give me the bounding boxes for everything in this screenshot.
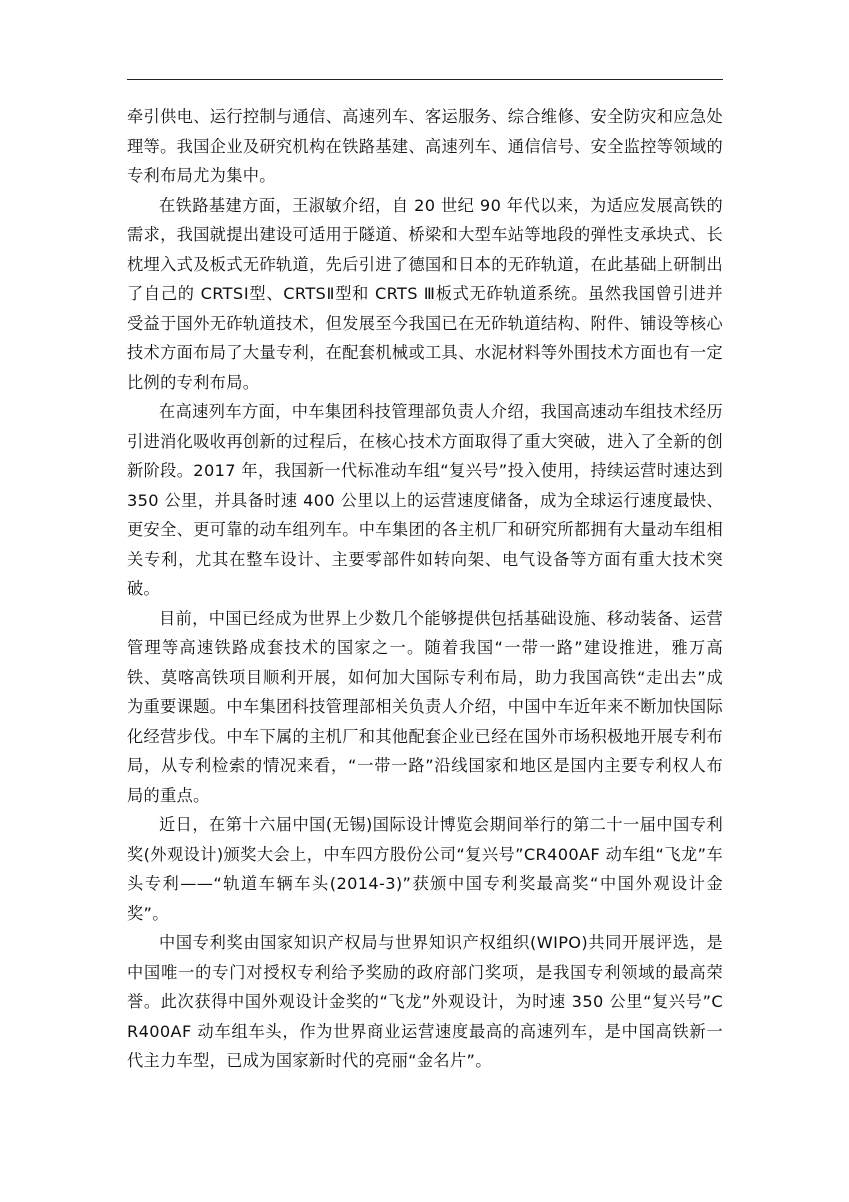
paragraph-3: 在高速列车方面，中车集团科技管理部负责人介绍，我国高速动车组技术经历引进消化吸收再创新的过程后，在核心技术方面取得了重大突破，进入了全新的创新阶段。2017 年，我国新一代标准动车组“复兴号”投入使用，持续运营时速达到 350 公里，并具备时速 400 公里以上的运营速度储备，成为全球运行速度最快、更安全、更可靠的动车组列车。中车集团的各主机厂和研究所都拥有大量动车组相关专利，尤其在整车设计、主要零部件如转向架、电气设备等方面有重大技术突破。	[127, 402, 723, 598]
paragraph-4: 目前，中国已经成为世界上少数几个能够提供包括基础设施、移动装备、运营管理等高速铁路成套技术的国家之一。随着我国“一带一路”建设推进，雅万高铁、莫喀高铁项目顺利开展，如何加大国际专利布局，助力我国高铁“走出去”成为重要课题。中车集团科技管理部相关负责人介绍，中国中车近年来不断加快国际化经营步伐。中车下属的主机厂和其他配套企业已经在国外市场积极地开展专利布局，从专利检索的情况来看，“一带一路”沿线国家和地区是国内主要专利权人布局的重点。	[127, 608, 723, 805]
paragraph-1: 牵引供电、运行控制与通信、高速列车、客运服务、综合维修、安全防灾和应急处理等。我国企业及研究机构在铁路基建、高速列车、通信信号、安全监控等领域的专利布局尤为集中。	[127, 107, 723, 185]
paragraph-5: 近日，在第十六届中国(无锡)国际设计博览会期间举行的第二十一届中国专利奖(外观设计)颁奖大会上，中车四方股份公司“复兴号”CR400AF 动车组“飞龙”车头专利——“轨道车辆车头(2014-3)”获颁中国专利奖最高奖“中国外观设计金奖”。	[127, 815, 723, 923]
header-rule	[127, 79, 723, 80]
article-body	[127, 102, 723, 1076]
paragraph-2: 在铁路基建方面，王淑敏介绍，自 20 世纪 90 年代以来，为适应发展高铁的需求，我国就提出建设可适用于隧道、桥梁和大型车站等地段的弹性支承块式、长枕埋入式及板式无砟轨道，先后引进了德国和日本的无砟轨道，在此基础上研制出了自己的 CRTSⅠ型、CRTSⅡ型和 CRTS Ⅲ板式无砟轨道系统。虽然我国曾引进并受益于国外无砟轨道技术，但发展至今我国已在无砟轨道结构、附件、铺设等核心技术方面布局了大量专利，在配套机械或工具、水泥材料等外围技术方面也有一定比例的专利布局。	[127, 195, 723, 392]
paragraph-6: 中国专利奖由国家知识产权局与世界知识产权组织(WIPO)共同开展评选，是中国唯一的专门对授权专利给予奖励的政府部门奖项，是我国专利领域的最高荣誉。此次获得中国外观设计金奖的“飞龙”外观设计，为时速 350 公里“复兴号”CR400AF 动车组车头，作为世界商业运营速度最高的高速列车，是中国高铁新一代主力车型，已成为国家新时代的亮丽“金名片”。	[127, 933, 723, 1070]
